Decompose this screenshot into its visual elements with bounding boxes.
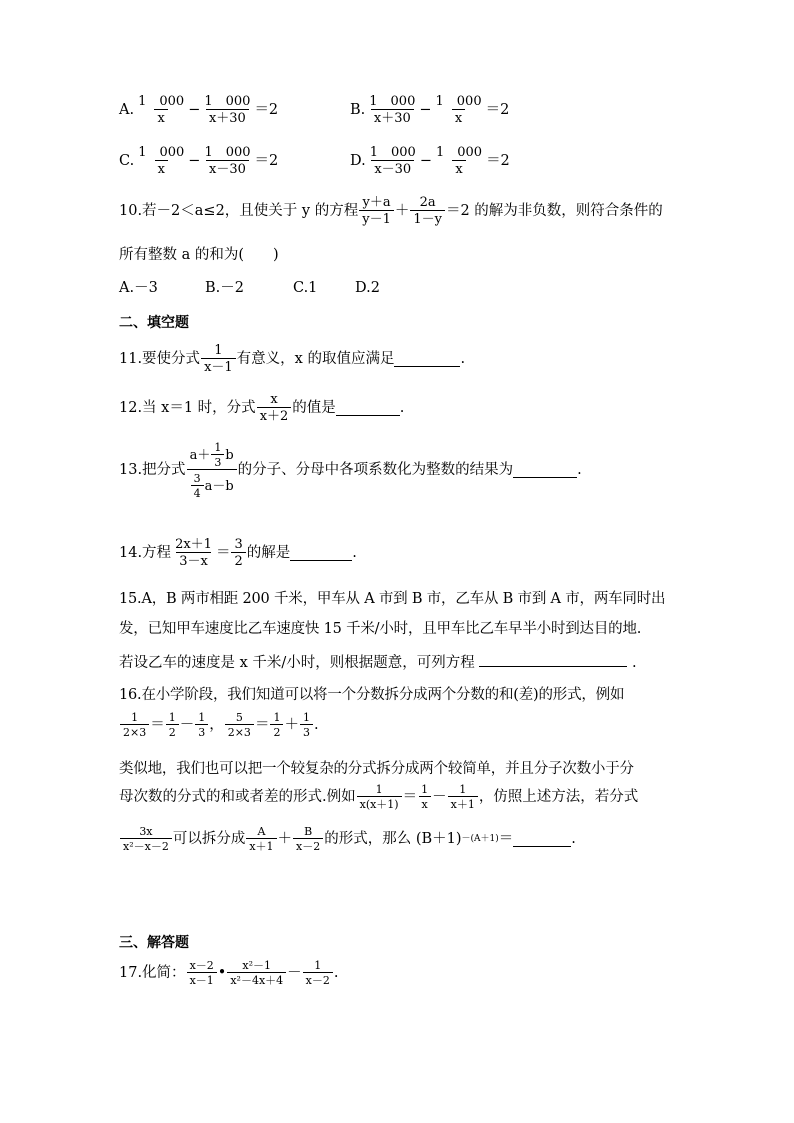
section-title-fill-in: 二、填空题 xyxy=(119,315,189,331)
fraction: $\frac{1}{x}$ xyxy=(418,784,431,810)
q13: 13.把分式 a＋ $\frac{1}{3}$ b $\frac{3}{4}$ a－b 的分子、分母中各项系数化为整数的结果为 . xyxy=(119,441,582,500)
fraction: $\frac{1 000}{x}$ xyxy=(138,145,185,177)
section-title-answer: 三、解答题 xyxy=(119,935,189,951)
answer-blank[interactable] xyxy=(479,652,627,667)
q15-line3: 若设乙车的速度是 x 千米/小时，则根据题意，可列方程 . xyxy=(119,652,637,671)
fraction: $\frac{1}{x+1}$ xyxy=(448,784,478,810)
fraction: $\frac{1 000}{x+30}$ xyxy=(369,94,416,126)
q10-stem-line2: 所有整数 a 的和为( ) xyxy=(119,247,279,263)
fraction: $\frac{A}{x+1}$ xyxy=(246,826,276,852)
fraction: $\frac{\text{x²－1}}{\text{x²－4x＋4}}$ xyxy=(227,960,286,986)
answer-blank[interactable] xyxy=(513,832,571,847)
fraction: $\frac{1 000}{x}$ xyxy=(435,145,483,177)
fraction: $\frac{3}{2}$ xyxy=(231,538,245,568)
q16-line4: 母次数的分式的和或者差的形式.例如 $\frac{1}{x(x+1)}$ ＝ $\frac{1}{x}$ － $\frac{1}{x+1}$ ，仿照上述方法，若分式 xyxy=(119,783,639,811)
answer-blank[interactable] xyxy=(394,352,460,367)
fraction: $\frac{1 000}{x-30}$ xyxy=(204,145,251,177)
fraction: $\frac{1}{2}$ xyxy=(270,712,283,738)
q15-line1: 15.A，B 两市相距 200 千米，甲车从 A 市到 B 市，乙车从 B 市到 A 市，两车同时出 xyxy=(119,591,666,607)
fraction: $\frac{x}{x+2}$ xyxy=(257,393,292,423)
fraction: $\frac{x-2}{x-1}$ xyxy=(187,960,217,986)
fraction: $\frac{3}{4}$ xyxy=(191,473,204,499)
fraction: $\frac{1}{3}$ xyxy=(211,442,224,468)
q17: 17.化简： $\frac{x-2}{x-1}$ • $\frac{\text{x²－1}}{\text{x²－4x＋4}}$ － $\frac{1}{x-2}$ . xyxy=(119,959,339,987)
q14: 14.方程 $\frac{2x+1}{3-x}$ ＝ $\frac{3}{2}$ 的解是 . xyxy=(119,537,357,569)
fraction: $\frac{1 000}{x-30}$ xyxy=(369,145,416,177)
fraction: $\frac{1}{2}$ xyxy=(166,712,179,738)
q9-option-c: C. $\frac{1 000}{x}$ − $\frac{1 000}{x-30}$ ＝2 xyxy=(119,145,279,177)
fraction: $\frac{5}{2\times 3}$ xyxy=(225,712,254,738)
q10-stem: 10.若－2＜a≤2，且使关于 y 的方程 $\frac{y+a}{y-1}$ ＋ $\frac{2a}{1-y}$ ＝2 的解为非负数，则符合条件的 xyxy=(119,195,663,227)
fraction: $\frac{B}{x-2}$ xyxy=(293,826,323,852)
fraction: $\frac{1}{3}$ xyxy=(300,712,313,738)
answer-blank[interactable] xyxy=(336,401,400,416)
fraction: $\frac{2a}{1-y}$ xyxy=(410,196,445,226)
fraction: $\frac{1}{3}$ xyxy=(195,712,208,738)
q16-line5: $\frac{3x}{\text{x²－x－2}}$ 可以拆分成 $\frac{A}{x+1}$ ＋ $\frac{B}{x-2}$ 的形式，那么 (B＋1) －(A＋1) ＝ . xyxy=(119,826,576,852)
fraction: $\frac{2x+1}{3-x}$ xyxy=(175,537,212,569)
fraction: $\frac{1}{2\times 3}$ xyxy=(120,712,149,738)
answer-blank[interactable] xyxy=(290,546,352,561)
fraction: $\frac{y+a}{y-1}$ xyxy=(359,196,394,226)
fraction: $\frac{1 000}{x}$ xyxy=(435,94,482,126)
fraction: $\frac{1}{x(x+1)}$ xyxy=(357,784,402,810)
q12: 12.当 x＝1 时，分式 $\frac{x}{x+2}$ 的值是 . xyxy=(119,392,405,424)
fraction: $\frac{1}{x-2}$ xyxy=(303,960,333,986)
q16-line1: 16.在小学阶段，我们知道可以将一个分数拆分成两个分数的和(差)的形式，例如 xyxy=(119,687,625,703)
answer-blank[interactable] xyxy=(513,463,577,478)
q10-options: A.－3 B.－2 C.1 D.2 xyxy=(119,280,380,296)
fraction: $\frac{1 000}{x}$ xyxy=(138,94,185,126)
q15-line2: 发，已知甲车速度比乙车速度快 15 千米/小时，且甲车比乙车早半小时到达目的地. xyxy=(119,621,642,637)
fraction: $\frac{1}{x-1}$ xyxy=(201,344,236,374)
q9-option-b: B. $\frac{1 000}{x+30}$ − $\frac{1 000}{x}$ ＝2 xyxy=(350,94,510,126)
q9-option-d: D. $\frac{1 000}{x-30}$ − $\frac{1 000}{x}$ ＝2 xyxy=(350,145,510,177)
q16-line3: 类似地，我们也可以把一个较复杂的分式拆分成两个较简单，并且分子次数小于分 xyxy=(119,761,634,777)
complex-fraction: a＋ $\frac{1}{3}$ b $\frac{3}{4}$ a－b xyxy=(187,442,237,499)
fraction: $\frac{1 000}{x+30}$ xyxy=(204,94,251,126)
q16-example-fractions: $\frac{1}{2\times 3}$ ＝ $\frac{1}{2}$ － $\frac{1}{3}$ ， $\frac{5}{2\times 3}$ ＝ $\frac{1}{2}$ ＋ $\frac{1}{3}$ . xyxy=(119,712,319,738)
fraction: $\frac{3x}{\text{x²－x－2}}$ xyxy=(120,826,172,852)
q11: 11.要使分式 $\frac{1}{x-1}$ 有意义，x 的取值应满足 . xyxy=(119,343,466,375)
q9-option-a: A. $\frac{1 000}{x}$ − $\frac{1 000}{x+30}$ ＝2 xyxy=(119,94,279,126)
